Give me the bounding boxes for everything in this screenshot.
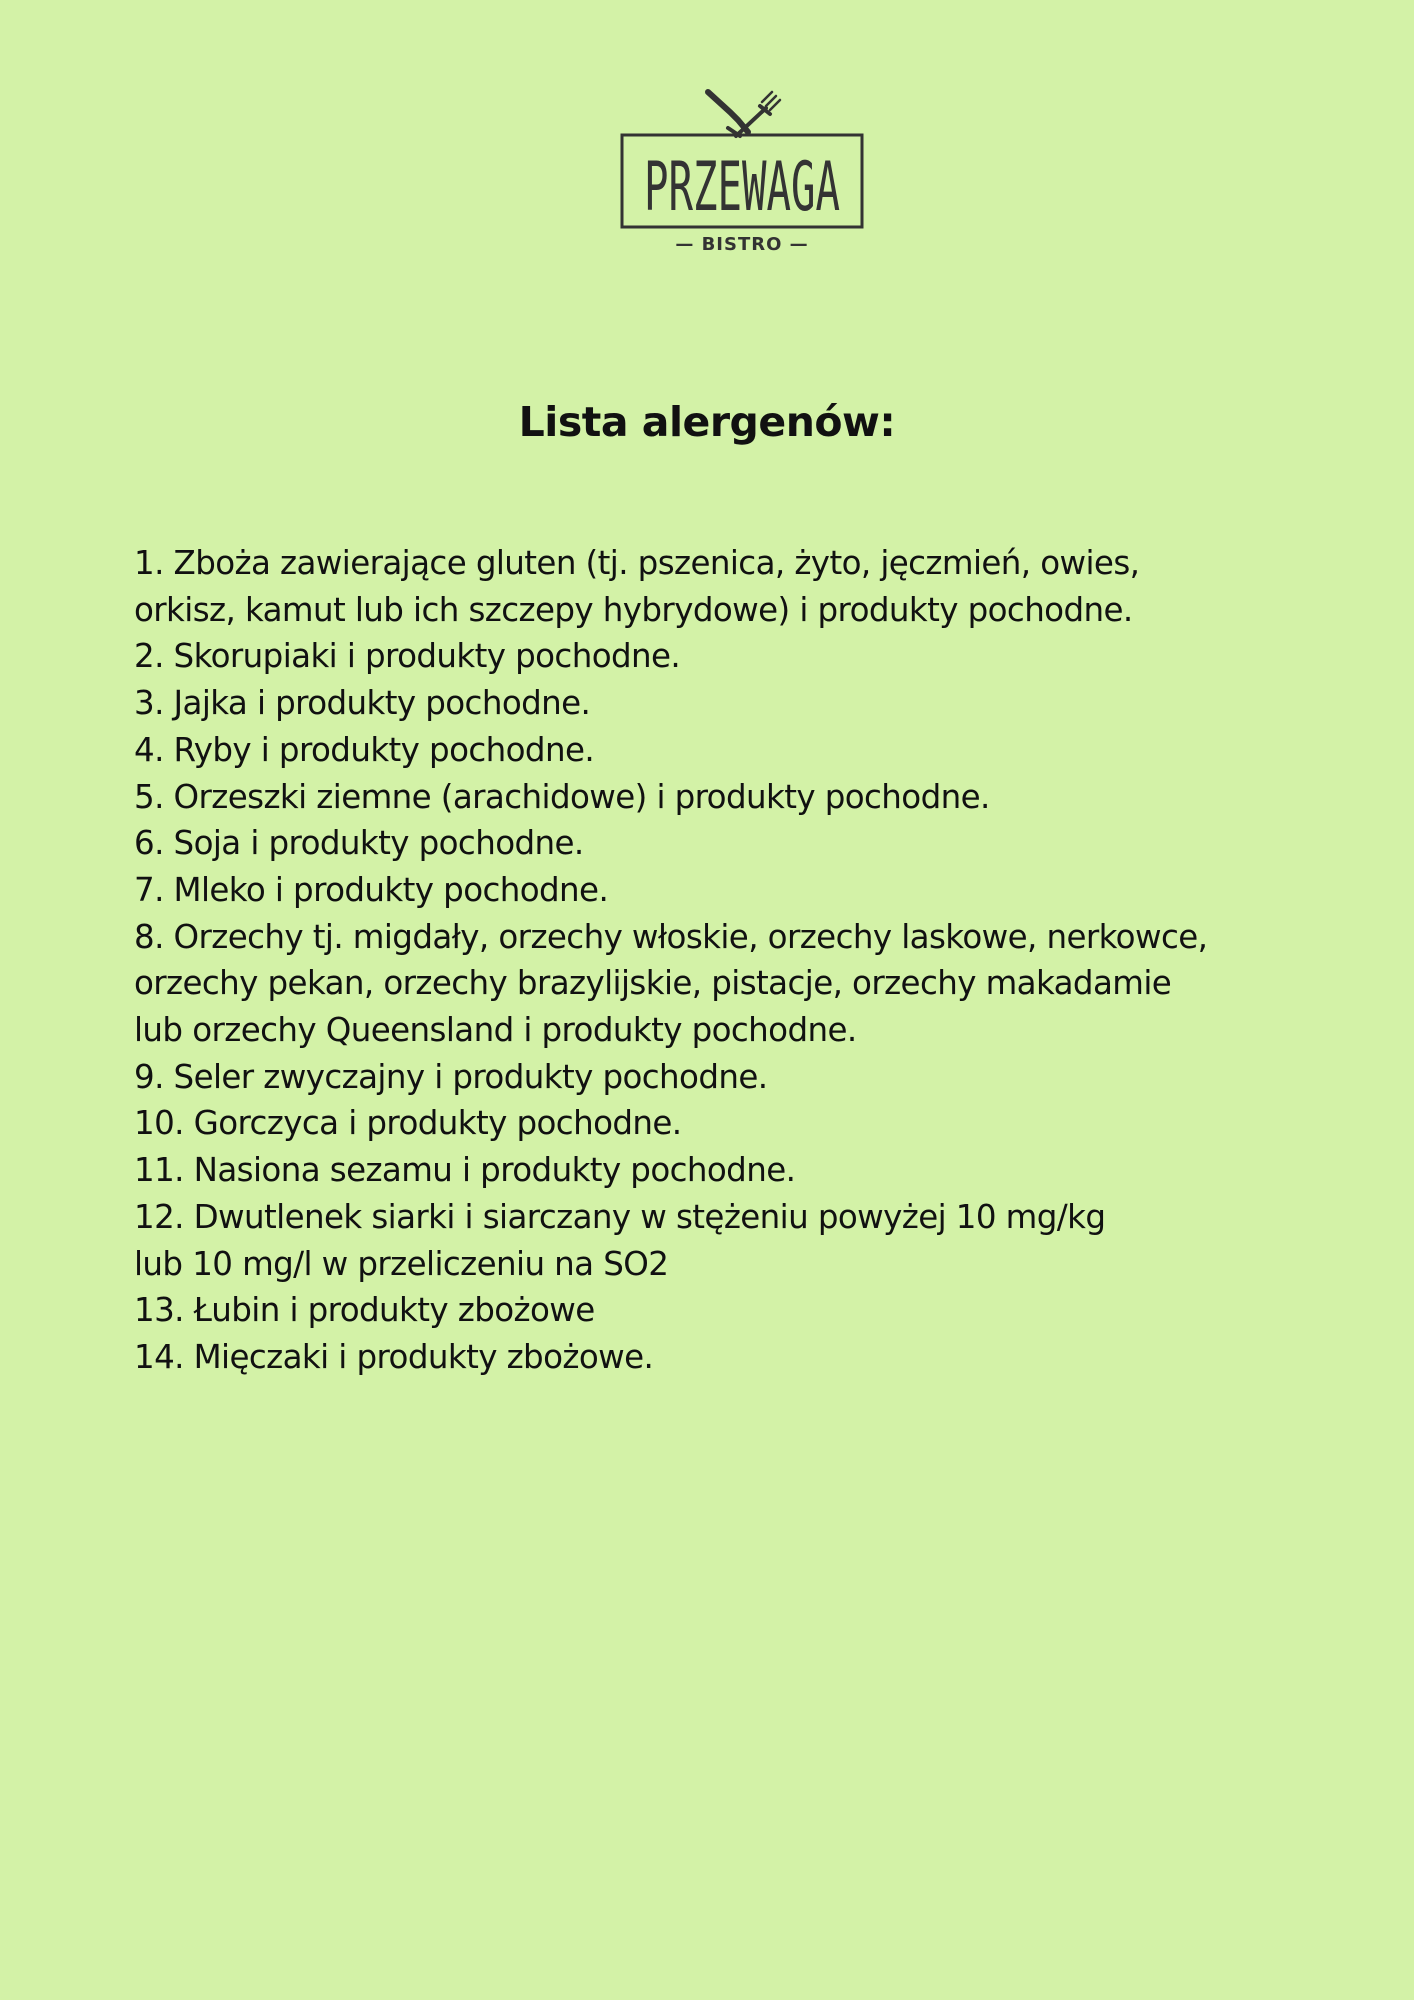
list-item: 10. Gorczyca i produkty pochodne. <box>134 1104 682 1143</box>
list-item: 3. Jajka i produkty pochodne. <box>134 684 591 723</box>
list-item: 1. Zboża zawierające gluten (tj. pszenica, żyto, jęczmień, owies, orkisz, kamut lub ich szczepy hybrydowe) i produkty pochodne. <box>134 544 1140 629</box>
page-title: Lista alergenów: <box>518 398 896 446</box>
list-item: 8. Orzechy tj. migdały, orzechy włoskie, orzechy laskowe, nerkowce, orzechy pekan, orzechy brazylijskie, pistacje, orzechy makadamie lub orzechy Queensland i produkty pochodne. <box>134 917 1208 1050</box>
crossed-knife-fork-icon <box>708 92 780 136</box>
list-item: 12. Dwutlenek siarki i siarczany w stężeniu powyżej 10 mg/kg lub 10 mg/l w przeliczeniu na SO2 <box>134 1197 1106 1283</box>
list-item: 7. Mleko i produkty pochodne. <box>134 870 609 909</box>
bistro-logo <box>620 88 864 258</box>
list-item: 2. Skorupiaki i produkty pochodne. <box>134 637 681 676</box>
list-item: 5. Orzeszki ziemne (arachidowe) i produkty pochodne. <box>134 777 990 816</box>
list-item: 13. Łubin i produkty zbożowe <box>134 1291 595 1330</box>
list-item: 6. Soja i produkty pochodne. <box>134 824 584 863</box>
logo-wordmark: PRZEWAGA <box>644 148 840 227</box>
list-item: 9. Seler zwyczajny i produkty pochodne. <box>134 1057 768 1096</box>
logo-subtitle: — BISTRO — <box>675 234 809 255</box>
list-item: 14. Mięczaki i produkty zbożowe. <box>134 1337 654 1376</box>
allergen-list <box>134 540 1334 1381</box>
list-item: 4. Ryby i produkty pochodne. <box>134 730 595 769</box>
list-item: 11. Nasiona sezamu i produkty pochodne. <box>134 1151 796 1190</box>
